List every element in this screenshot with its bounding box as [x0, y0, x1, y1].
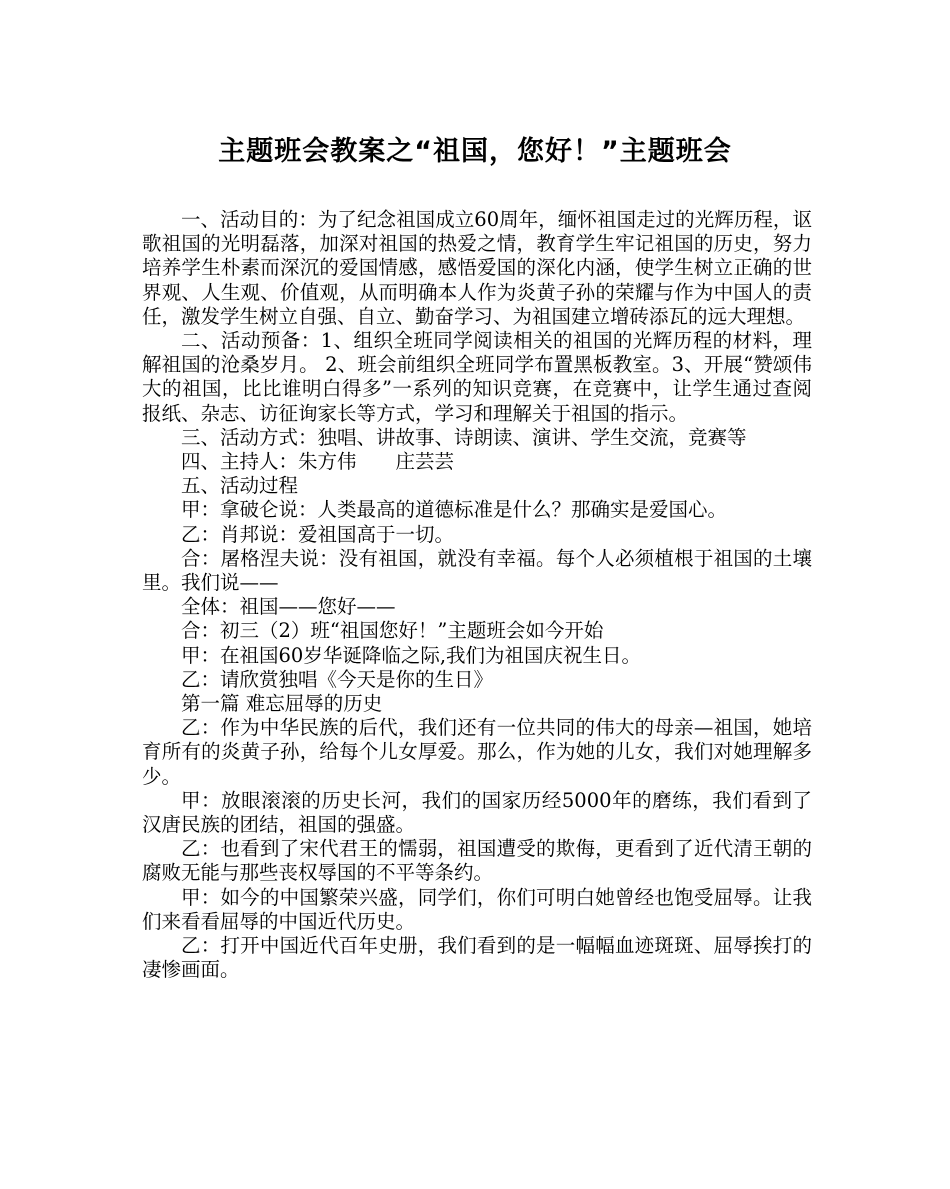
dialogue-line: 合：屠格涅夫说：没有祖国，就没有幸福。每个人必须植根于祖国的土壤里。我们说—— — [142, 546, 812, 595]
paragraph-hosts: 四、主持人：朱方伟 庄芸芸 — [181, 450, 455, 474]
dialogue-line: 甲：在祖国60岁华诞降临之际,我们为祖国庆祝生日。 — [181, 643, 642, 667]
dialogue-line: 合：初三（2）班“祖国您好！”主题班会如今开始 — [181, 619, 604, 643]
document-body — [142, 208, 812, 983]
dialogue-line: 乙：打开中国近代百年史册，我们看到的是一幅幅血迹斑斑、屈辱挨打的凄惨画面。 — [142, 934, 812, 982]
dialogue-line: 甲：放眼滚滚的历史长河，我们的国家历经5000年的磨练，我们看到了汉唐民族的团结，祖国的强盛。 — [142, 788, 812, 837]
paragraph-activity-methods: 三、活动方式：独唱、讲故事、诗朗读、演讲、学生交流，竞赛等 — [181, 425, 747, 449]
dialogue-line: 乙：作为中华民族的后代，我们还有一位共同的伟大的母亲—祖国，她培育所有的炎黄子孙，给每个儿女厚爱。那么，作为她的儿女，我们对她理解多少。 — [142, 716, 812, 788]
dialogue-line: 全体：祖国——您好—— — [181, 595, 396, 619]
dialogue-line: 乙：肖邦说：爱祖国高于一切。 — [181, 522, 455, 546]
dialogue-line: 乙：也看到了宋代君王的懦弱，祖国遭受的欺侮，更看到了近代清王朝的腐败无能与那些丧权辱国的不平等条约。 — [142, 837, 812, 885]
dialogue-line: 甲：拿破仑说：人类最高的道德标准是什么？那确实是爱国心。 — [181, 498, 728, 522]
document-title: 主题班会教案之“祖国，您好！”主题班会 — [218, 136, 732, 167]
paragraph-activity-purpose: 一、活动目的：为了纪念祖国成立60周年，缅怀祖国走过的光辉历程，讴歌祖国的光明磊落，加深对祖国的热爱之情，教育学生牢记祖国的历史，努力培养学生朴素而深沉的爱国情感，感悟爱国的深化内涵，使学生树立正确的世界观、人生观、价值观，从而明确本人作为炎黄子孙的荣耀与作为中国人的责任，激发学生树立自强、自立、勤奋学习、为祖国建立增砖添瓦的远大理想。 — [142, 208, 812, 328]
paragraph-activity-process: 五、活动过程 — [181, 474, 299, 498]
paragraph-activity-preparation: 二、活动预备：1、组织全班同学阅读相关的祖国的光辉历程的材料，理解祖国的沧桑岁月。 2、班会前组织全班同学布置黑板教室。3、开展“赞颂伟大的祖国，比比谁明白得多”一系列的知识竞赛，在竞赛中，让学生通过查阅报纸、杂志、访征询家长等方式，学习和理解关于祖国的指示。 — [142, 329, 812, 425]
section-heading: 第一篇 难忘屈辱的历史 — [181, 692, 383, 716]
dialogue-line: 甲：如今的中国繁荣兴盛，同学们，你们可明白她曾经也饱受屈辱。让我们来看看屈辱的中国近代历史。 — [142, 885, 812, 933]
dialogue-line: 乙：请欣赏独唱《今天是你的生日》 — [181, 667, 494, 691]
